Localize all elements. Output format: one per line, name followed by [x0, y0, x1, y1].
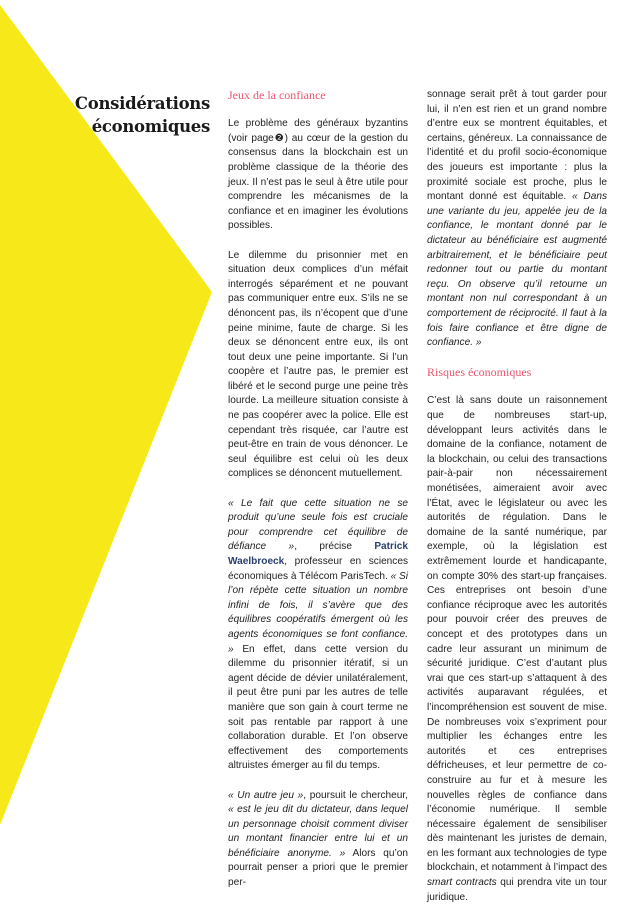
text: En effet, dans cette version du dilemme du prisonnier itératif, si un agent décide de dévier unilatéralement, il peut être puni par les autres de telle manière que son gain à court terme ne soit pas rentable par rapport à une collaboration durable. Et l’on observe effectivement des comportements altruistes émerger au fil du temps. [228, 643, 408, 772]
term: smart contracts [427, 877, 497, 889]
text-column-right [427, 88, 607, 920]
text: qui prendra vite un tour juridique. [427, 877, 607, 903]
paragraph [427, 394, 607, 905]
heading-jeux-confiance: Jeux de la confiance [228, 88, 326, 102]
paragraph [427, 88, 607, 351]
text: C’est là sans doute un raisonnement que de nombreuses start-up, développant leurs activités dans le domaine de la confiance, notament de la blockchain, ou celui des transactions pair-à-pair non nécessairement monétisées, aimeraient avoir avec l’État, avec le législateur ou avec les autorités de régulation. Dans le domaine de la santé numérique, par exemple, où la législation est extrêmement lourde et handicapante, on compte 30% des start-up françaises. Ces entreprises ont besoin d’une confiance réciproque avec les autorités pour pouvoir créer des preuves de concept et des prototypes dans un cadre leur assurant un minimum de sécurité juridique. C’est d’autant plus vrai que ces start-up s’attaquent à des activités auparavant régulées, et l’incompréhension est souvent de mise. De nombreuses voix s’expriment pour multiplier les échanges entre les autorités et ces entreprises défricheuses, et leur permettre de co-construire au fur et à mesure les nouvelles règles de confiance dans l’économie numérique. Il semble nécessaire également de sensibiliser dès maintenant les juristes de demain, en les formant aux technologies de type blockchain, et notamment à l’impact des [427, 395, 607, 874]
text: sonnage serait prêt à tout garder pour lui, il n’en est rien et un grand nombre d’entre eux se montrent équitables, et certains, généreux. La connaissance de l’identité et du profil socio-économique des joueurs est importante : plus la proximité sociale est proche, plus le montant donné est équitable. [427, 89, 607, 203]
person-name: Patrick Waelbroeck [228, 541, 408, 567]
section-title-line1: Considérations [74, 94, 210, 113]
text: , précise [294, 541, 375, 553]
paragraph: Le dilemme du prisonnier met en situation deux complices d’un méfait interrogés séparément et ne pouvant pas communiquer entre eux. S’ils ne se dénoncent pas, ils n’écopent que d’une peine minime, faute de charge. Si les deux se dénoncent entre eux, ils ont tout deux une peine importante. Si l’un coopère et l’autre pas, le premier est libéré et le second purge une peine très lourde. La meilleure situation consiste à ne pas coopérer avec la police. Elle est cependant très risquée, car l’autre est peut-être en train de vous dénoncer. Le seul équilibre est celui où les deux complices se dénoncent mutuellement. [228, 249, 408, 480]
paragraph [228, 789, 408, 891]
text: , poursuit le chercheur, [303, 789, 408, 801]
paragraph [228, 497, 408, 774]
quote: « Dans une variante du jeu, appelée jeu de la confiance, le montant donné par le dictateur au bénéficiaire est augmenté arbitrairement, et le bénéficiaire peut redonner tout ou partie du montant reçu. On observe qu’il retourne un montant non nul correspondant à un comportement de réciprocité. Il faut à la fois faire confiance et être digne de confiance. » [427, 191, 608, 349]
text: , professeur en sciences économiques à Télécom ParisTech. [228, 556, 408, 582]
quote: « Le fait que cette situation ne se produit qu’une seule fois est cruciale pour comprendre cet équilibre de défiance » [228, 497, 408, 553]
section-title [75, 92, 210, 138]
section-title-line2: économiques [91, 117, 210, 136]
quote: « Si l’on répète cette situation un nombre infini de fois, il s’avère que des équilibres coopératifs émergent où les agents économiques se font confiance. » [228, 570, 408, 655]
text-column-left [228, 88, 408, 905]
text: Alors qu’on pourrait penser a priori que le premier per- [228, 847, 408, 889]
quote: « Un autre jeu » [228, 789, 304, 801]
quote: « est le jeu dit du dictateur, dans lequel un personnage choisit comment diviser un montant financier entre lui et un bénéficiaire anonyme. » [228, 804, 408, 859]
paragraph: Le problème des généraux byzantins (voir page❷) au cœur de la gestion du consensus dans la blockchain est un problème classique de la théorie des jeux. Il n’est pas le seul à être utile pour comprendre les mécanismes de la confiance et en imaginer les évolutions possibles. [228, 118, 408, 232]
heading-risques-economiques: Risques économiques [427, 365, 532, 380]
